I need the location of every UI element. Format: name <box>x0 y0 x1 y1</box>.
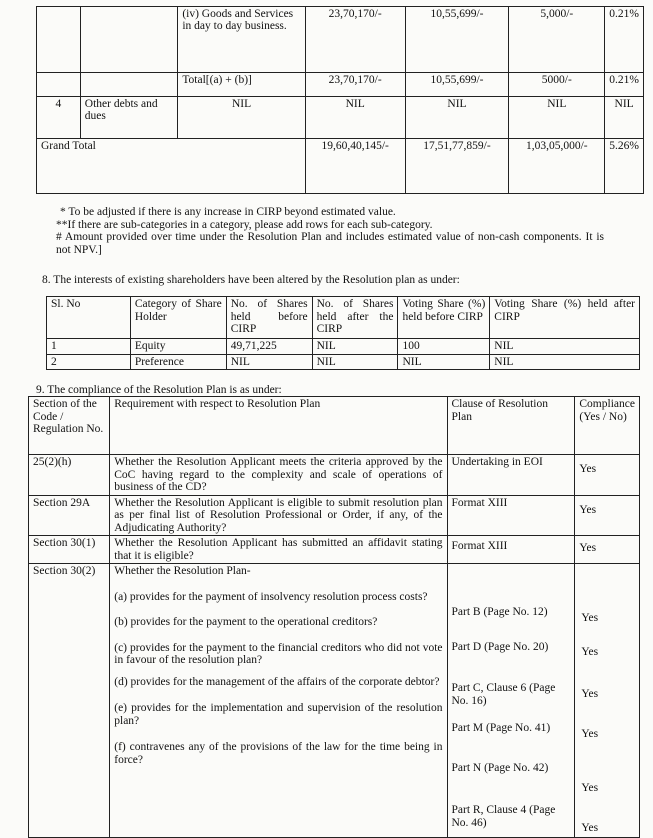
table-row <box>29 536 640 564</box>
cell: NIL <box>490 354 640 370</box>
cell: Preference <box>130 354 226 370</box>
creditor-claims-table <box>36 6 644 194</box>
cell: NIL <box>312 339 398 355</box>
section-cell: Section 29A <box>29 495 110 536</box>
column-header: Clause of Resolution Plan <box>447 397 575 455</box>
requirement-item: (d) provides for the management of the affairs of the corporate debtor? <box>114 675 440 688</box>
requirement-item: (f) contravenes any of the provisions of the law for the time being in force? <box>114 741 443 766</box>
table-row <box>29 455 640 496</box>
section-cell: 25(2)(h) <box>29 455 110 496</box>
column-header: Category of Share Holder <box>130 297 226 339</box>
table-row <box>37 7 644 73</box>
percent-cell: 5.26% <box>605 139 644 194</box>
amount-cell: 1,03,05,000/- <box>509 139 605 194</box>
amount-cell: 19,60,40,145/- <box>305 139 405 194</box>
clause-item: Part C, Clause 6 (Page No. 16) <box>451 682 556 707</box>
cell: 1 <box>47 339 131 355</box>
requirement-item: (e) provides for the implementation and supervision of the resolution plan? <box>114 702 443 727</box>
column-header: Sl. No <box>47 297 131 339</box>
compliance-cell: Yes <box>575 455 640 496</box>
clause-cell <box>447 564 575 838</box>
table-row <box>47 339 640 355</box>
percent-cell: NIL <box>605 97 644 139</box>
cell: 100 <box>398 339 490 355</box>
compliance-item: Yes <box>581 822 599 834</box>
amount-cell: NIL <box>509 97 605 139</box>
footnote: **If there are sub-categories in a category, please add rows for each sub-category. <box>56 218 433 231</box>
requirement-cell: Whether the Resolution Applicant meets the criteria approved by the CoC having regard to the complexity and scale of operations of business of the CD? <box>110 455 447 496</box>
clause-item: Part M (Page No. 41) <box>451 722 551 734</box>
section-9-heading: 9. The compliance of the Resolution Plan is as under: <box>36 384 282 396</box>
clause-item: Part D (Page No. 20) <box>451 641 549 653</box>
section-8-heading: 8. The interests of existing shareholders have been altered by the Resolution plan as under: <box>42 274 460 286</box>
cell: 49,71,225 <box>226 339 312 355</box>
compliance-item: Yes <box>581 612 599 624</box>
row-number: 4 <box>37 97 81 139</box>
compliance-item: Yes <box>581 782 599 794</box>
footnotes <box>56 206 604 256</box>
column-header: Voting Share (%) held before CIRP <box>398 297 490 339</box>
section-cell: Section 30(2) <box>29 564 110 838</box>
amount-cell: 10,55,699/- <box>405 7 509 73</box>
clause-item: Part B (Page No. 12) <box>451 606 548 618</box>
table-header-row <box>47 297 640 339</box>
column-header: Requirement with respect to Resolution Plan <box>110 397 447 455</box>
amount-cell: 10,55,699/- <box>405 73 509 97</box>
clause-item: Part R, Clause 4 (Page No. 46) <box>451 804 556 829</box>
requirement-cell: Whether the Resolution Applicant has submitted an affidavit stating that it is eligible? <box>110 536 447 564</box>
compliance-cell: Yes <box>575 495 640 536</box>
clause-item: Part N (Page No. 42) <box>451 762 549 774</box>
row-label: (iv) Goods and Services in day to day business. <box>178 7 305 73</box>
table-row <box>29 495 640 536</box>
requirement-intro: Whether the Resolution Plan- <box>114 565 251 577</box>
amount-cell: NIL <box>305 97 405 139</box>
compliance-item: Yes <box>581 646 599 658</box>
amount-cell: 5000/- <box>509 73 605 97</box>
column-header: Compliance (Yes / No) <box>575 397 640 455</box>
amount-cell: NIL <box>405 97 509 139</box>
footnote: # Amount provided over time under the Resolution Plan and includes estimated value of non-cash components. It is not NPV.] <box>56 231 604 256</box>
requirement-item: (c) provides for the payment to the financial creditors who did not vote in favour of the resolution plan? <box>114 641 443 666</box>
table-header-row <box>29 397 640 455</box>
cell: 2 <box>47 354 131 370</box>
clause-cell: Format XIII <box>447 495 575 536</box>
percent-cell: 0.21% <box>605 7 644 73</box>
shareholders-table <box>46 296 640 370</box>
row-label: Total[(a) + (b)] <box>178 73 305 97</box>
column-header: No. of Shares held before CIRP <box>226 297 312 339</box>
amount-cell: 5,000/- <box>509 7 605 73</box>
row-label: Other debts and dues <box>80 97 178 139</box>
grand-total-label: Grand Total <box>37 139 306 194</box>
table-row <box>29 564 640 838</box>
table-row <box>37 97 644 139</box>
table-row <box>37 73 644 97</box>
cell: NIL <box>226 354 312 370</box>
table-row <box>47 354 640 370</box>
requirement-item: (b) provides for the payment to the operational creditors? <box>114 616 378 628</box>
compliance-item: Yes <box>581 688 599 700</box>
footnote: * To be adjusted if there is any increase in CIRP beyond estimated value. <box>60 206 396 218</box>
table-row <box>37 139 644 194</box>
amount-cell: 17,51,77,859/- <box>405 139 509 194</box>
compliance-item: Yes <box>581 728 599 740</box>
clause-cell: Undertaking in EOI <box>447 455 575 496</box>
amount-cell: NIL <box>178 97 305 139</box>
requirement-cell: Whether the Resolution Applicant is eligible to submit resolution plan as per final list of Resolution Professional or Order, if any, of the Adjudicating Authority? <box>110 495 447 536</box>
compliance-table <box>28 396 640 838</box>
amount-cell: 23,70,170/- <box>305 7 405 73</box>
clause-cell: Format XIII <box>447 536 575 564</box>
cell: NIL <box>398 354 490 370</box>
cell: NIL <box>312 354 398 370</box>
column-header: Section of the Code / Regulation No. <box>29 397 110 455</box>
cell: NIL <box>490 339 640 355</box>
requirement-cell <box>110 564 447 838</box>
compliance-cell: Yes <box>575 536 640 564</box>
column-header: Voting Share (%) held after CIRP <box>490 297 640 339</box>
section-cell: Section 30(1) <box>29 536 110 564</box>
cell: Equity <box>130 339 226 355</box>
amount-cell: 23,70,170/- <box>305 73 405 97</box>
percent-cell: 0.21% <box>605 73 644 97</box>
compliance-cell <box>575 564 640 838</box>
requirement-item: (a) provides for the payment of insolvency resolution process costs? <box>114 590 428 603</box>
column-header: No. of Shares held after the CIRP <box>312 297 398 339</box>
